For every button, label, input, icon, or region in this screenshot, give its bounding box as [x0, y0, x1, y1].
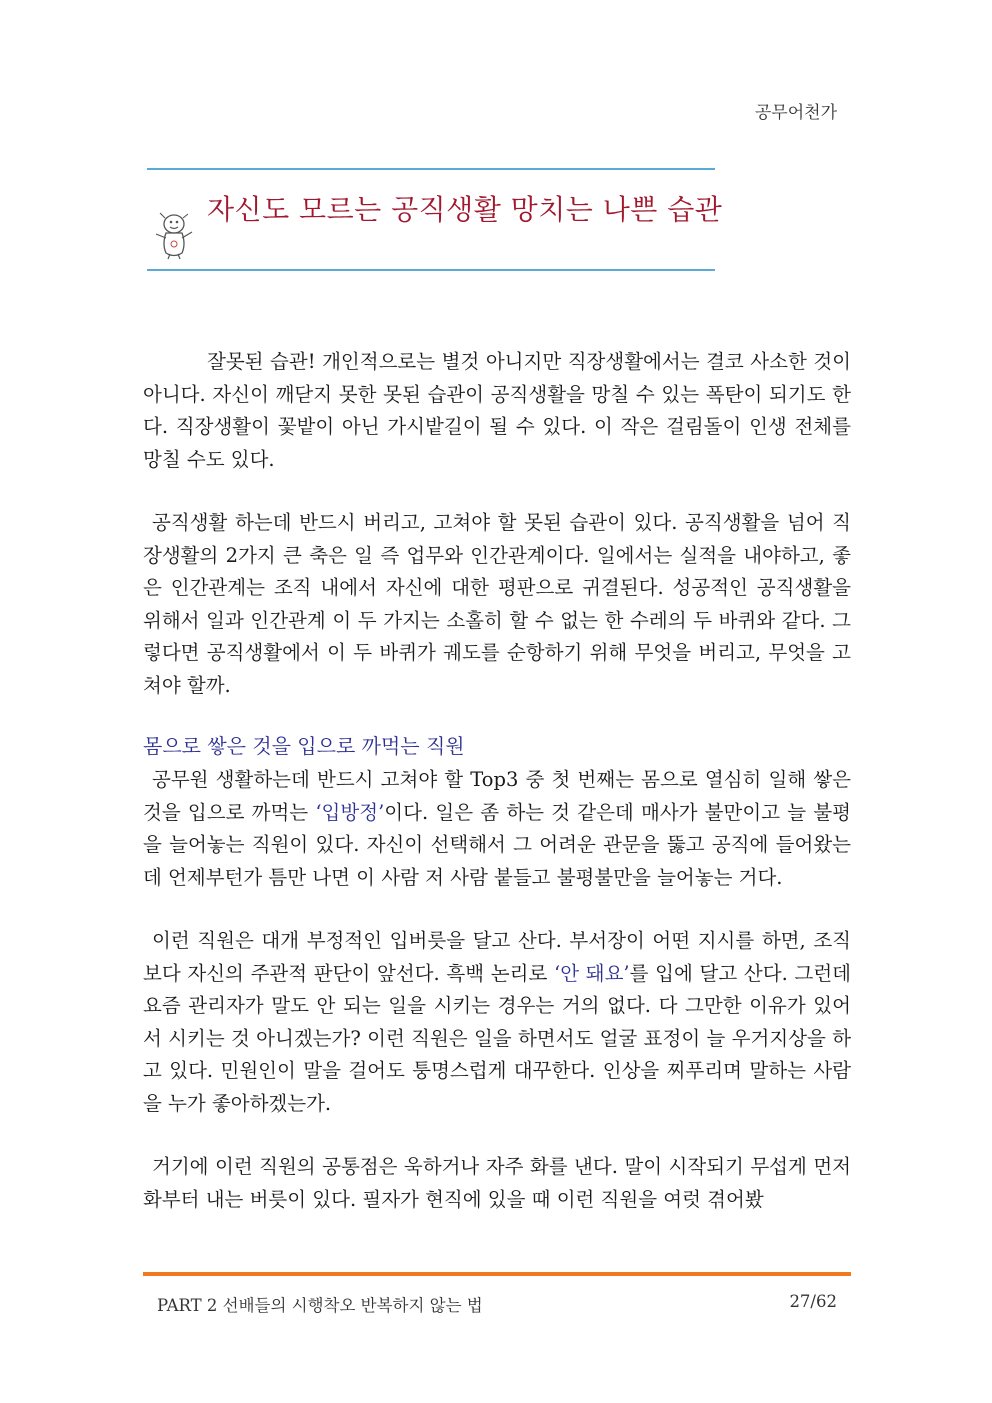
paragraph-negative-text-b: 를 입에 달고 산다. 그런데 요즘 관리자가 말도 안 되는 일을 시키는 경우는 거의 없다. 다 그만한 이유가 있어서 시키는 것 아니겠는가? 이런 직원은 일을 하면서도 얼굴 표정이 늘 우거지상을 하고 있다. 민원인이 말을 걸어도 퉁명스럽게 대꾸한다. 인상을 찌푸리며 말하는 사람을 누가 좋아하겠는가. [143, 961, 851, 1115]
section-heading: 몸으로 쌓은 것을 입으로 까먹는 직원 [143, 734, 465, 758]
footer-part-title: PART 2 선배들의 시행착오 반복하지 않는 법 [157, 1296, 483, 1315]
paragraph-negative-habit [143, 925, 851, 1120]
page-number: 27/62 [789, 1292, 837, 1311]
highlight-term: ‘입방정’ [315, 800, 385, 824]
paragraph-habits: 공직생활 하는데 반드시 버리고, 고쳐야 할 못된 습관이 있다. 공직생활을 넘어 직장생활의 2가지 큰 축은 일 즉 업무와 인간관계이다. 일에서는 실적을 내야하고, 좋은 인간관계는 조직 내에서 자신에 대한 평판으로 귀결된다. 성공적인 공직생활을 위해서 일과 인간관계 이 두 가지는 소홀히 할 수 없는 한 수레의 두 바퀴와 같다. 그렇다면 공직생활에서 이 두 바퀴가 궤도를 순항하기 위해 무엇을 버리고, 무엇을 고쳐야 할까. [143, 511, 851, 697]
body-content [143, 346, 851, 1216]
paragraph-top3-text-b: 이다. 일은 좀 하는 것 같은데 매사가 불만이고 늘 불평을 늘어놓는 직원이 있다. 자신이 선택해서 그 어려운 관문을 뚫고 공직에 들어왔는데 언제부턴가 틈만 나면 이 사람 저 사람 붙들고 불평불만을 늘어놓는 거다. [143, 800, 852, 889]
paragraph-intro: 잘못된 습관! 개인적으로는 별것 아니지만 직장생활에서는 결코 사소한 것이 아니다. 자신이 깨닫지 못한 못된 습관이 공직생활을 망칠 수 있는 폭탄이 되기도 한다. 직장생활이 꽃밭이 아닌 가시밭길이 될 수 있다. 이 작은 걸림돌이 인생 전체를 망칠 수도 있다. [143, 350, 851, 471]
footer-rule [143, 1272, 851, 1276]
paragraph-top3 [143, 764, 851, 894]
page-title: 자신도 모르는 공직생활 망치는 나쁜 습관 [207, 193, 723, 226]
title-rule-top [147, 168, 715, 170]
paragraph-temper: 거기에 이런 직원의 공통점은 욱하거나 자주 화를 낸다. 말이 시작되기 무섭게 먼저 화부터 내는 버릇이 있다. 필자가 현직에 있을 때 이런 직원을 여럿 겪어봤 [143, 1155, 851, 1211]
paragraph-negative-text-a: 이런 직원은 대개 부정적인 입버릇을 달고 산다. 부서장이 어떤 지시를 하면, 조직보다 자신의 주관적 판단이 앞선다. 흑백 논리로 [143, 929, 851, 985]
mascot-icon [148, 208, 198, 260]
title-rule-bottom [147, 269, 715, 271]
running-header: 공무어천가 [754, 103, 837, 123]
paragraph-top3-text-a: 공무원 생활하는데 반드시 고쳐야 할 Top3 중 첫 번째는 몸으로 열심히 일해 쌓은 것을 입으로 까먹는 [143, 768, 851, 824]
highlight-phrase: ‘안 돼요’ [554, 961, 630, 985]
